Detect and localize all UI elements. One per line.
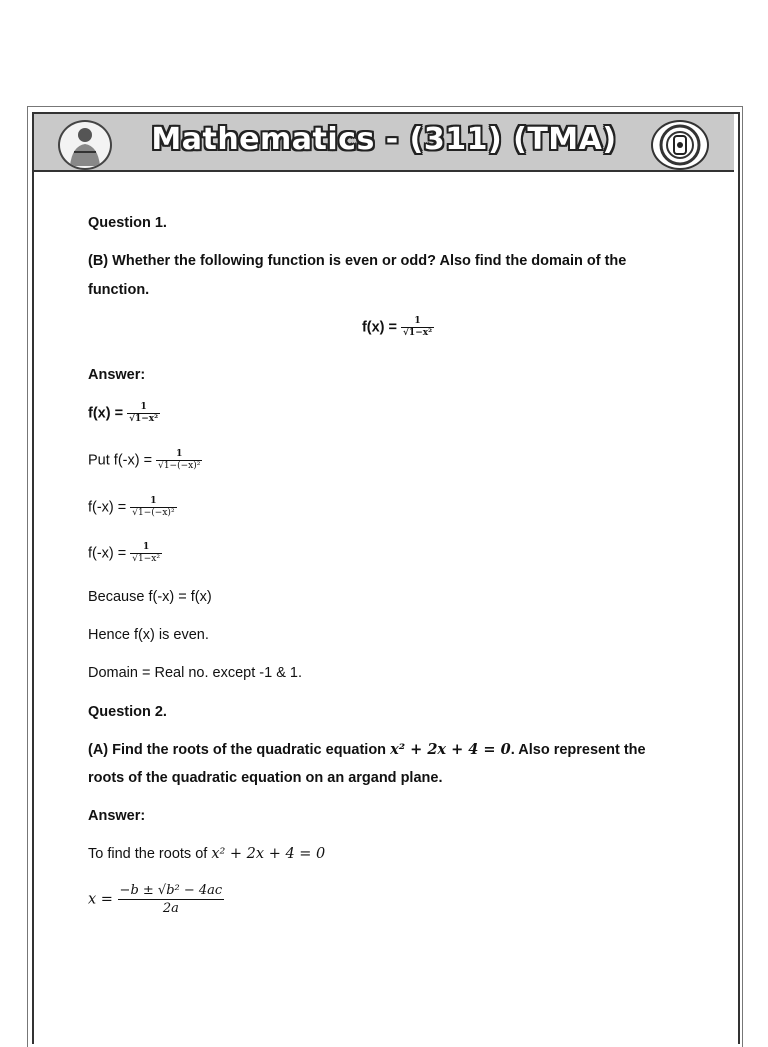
question-2-heading: Question 2. — [88, 704, 167, 720]
fraction-denominator: √1−(−x)² — [158, 461, 201, 471]
roots-intro — [88, 846, 325, 862]
question-2-text-line2: roots of the quadratic equation on an argand plane. — [88, 770, 443, 786]
question-1-text-line1: (B) Whether the following function is even or odd? Also find the domain of the — [88, 253, 627, 269]
avatar — [58, 120, 112, 170]
function-fraction — [401, 316, 434, 339]
step-1-lhs: f(x) = — [88, 405, 128, 422]
question-1-text-line2: function. — [88, 282, 150, 298]
fraction-numerator: 1 — [130, 542, 162, 554]
step-3 — [88, 496, 177, 519]
answer-1-label: Answer: — [88, 367, 146, 383]
step-4 — [88, 542, 162, 565]
question-1-heading: Question 1. — [88, 215, 167, 231]
question-2-text-part2: . Also represent the — [510, 742, 646, 758]
roots-equation: x² + 2x + 4 = 0 — [211, 846, 326, 862]
fraction-numerator: 1 — [401, 316, 434, 328]
person-icon — [60, 122, 110, 168]
step-4-fraction — [130, 542, 162, 565]
quadratic-formula — [88, 882, 224, 917]
seal-icon — [653, 122, 707, 168]
domain-statement: Domain = Real no. except -1 & 1. — [88, 665, 302, 681]
question-2-text-part1: (A) Find the roots of the quadratic equation — [88, 742, 391, 758]
function-lhs: f(x) = — [361, 319, 402, 336]
fraction-denominator: √1−x² — [132, 554, 160, 564]
step-2 — [88, 449, 202, 472]
formula-numerator: −b ± √b² − 4ac — [119, 883, 223, 898]
fraction-numerator: 1 — [130, 496, 176, 508]
because-statement: Because f(-x) = f(x) — [88, 589, 212, 605]
formula-fraction — [118, 882, 225, 917]
page-title: Mathematics - (311) (TMA) — [151, 122, 617, 157]
step-1 — [88, 402, 160, 425]
step-1-fraction — [127, 402, 160, 425]
fraction-numerator: 1 — [127, 402, 160, 414]
question-2-text-line1 — [88, 741, 646, 758]
step-4-lhs: f(-x) = — [88, 545, 131, 562]
formula-denominator: 2a — [162, 901, 179, 916]
fraction-denominator: √1−x² — [129, 414, 159, 424]
question-1-function — [88, 316, 708, 339]
roots-text: To find the roots of — [88, 846, 212, 862]
formula-lhs: x = — [88, 891, 118, 908]
step-2-lhs: Put f(-x) = — [88, 452, 157, 469]
step-3-lhs: f(-x) = — [88, 499, 131, 516]
header-banner — [34, 114, 734, 172]
quadratic-equation: x² + 2x + 4 = 0 — [390, 741, 511, 758]
answer-2-label: Answer: — [88, 808, 146, 824]
institution-logo — [651, 120, 709, 170]
fraction-denominator: √1−(−x)² — [132, 508, 175, 518]
fraction-denominator: √1−x² — [403, 328, 433, 338]
fraction-numerator: 1 — [156, 449, 202, 461]
step-2-fraction — [156, 449, 202, 472]
hence-statement: Hence f(x) is even. — [88, 627, 209, 643]
step-3-fraction — [130, 496, 176, 519]
